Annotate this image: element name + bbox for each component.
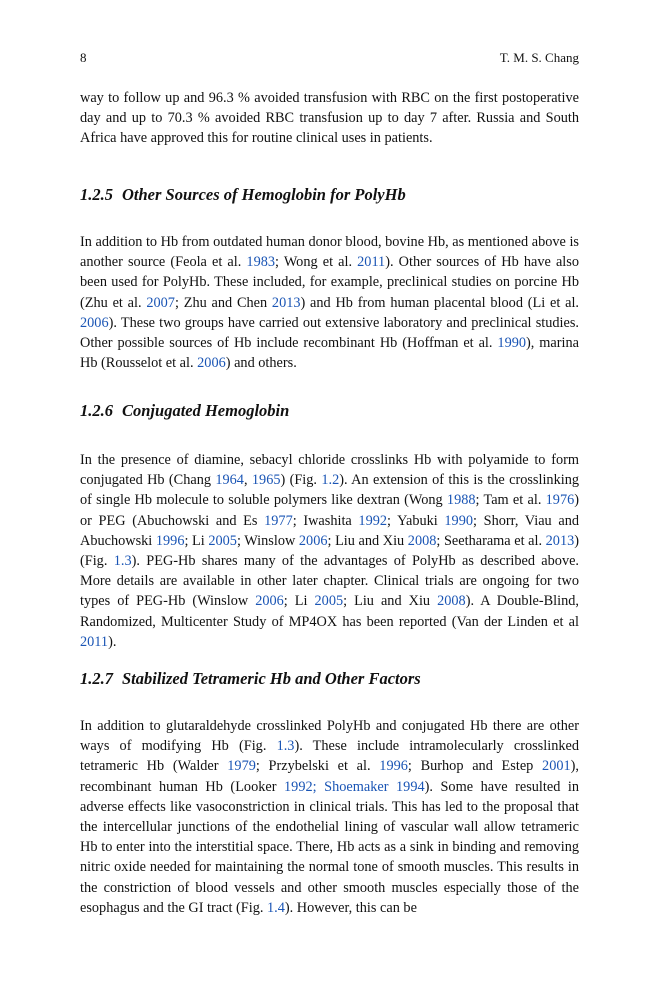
text-run: ) (Fig. <box>280 472 322 489</box>
text-run: ). Other sources of Hb have also been used for PolyHb. These included, for example, preclinical studies on porcine Hb (Zhu et al. <box>80 254 579 311</box>
citation-link[interactable]: 1990 <box>444 512 473 529</box>
text-run: ) or PEG (Abuchowski and Es <box>80 492 579 529</box>
citation-link[interactable]: 2006 <box>80 314 109 331</box>
text-run: ; Burhop and Estep <box>407 758 543 775</box>
text-run <box>317 779 325 795</box>
text-run: ) (Fig. <box>80 532 579 570</box>
citation-link[interactable]: 1.3 <box>113 553 132 570</box>
text-run: ). A Double-Blind, Randomized, Multicenter Study of MP4OX has been reported (Van der Linden et al <box>80 593 579 630</box>
text-run: ), marina Hb (Rousselot et al. <box>80 335 579 372</box>
text-run: ). PEG-Hb shares many of the advantages of PolyHb as described above. More details are available in other later chapter. Clinical trials are ongoing for two types of PEG-Hb (Winslow <box>80 553 580 610</box>
text-run: In addition to glutaraldehyde crosslinked PolyHb and conjugated Hb there are other ways of modifying Hb (Fig. <box>80 718 579 755</box>
citation-link[interactable]: 2005 <box>314 593 344 610</box>
citation-link[interactable]: 1979 <box>227 758 256 775</box>
text-run: ; Yabuki <box>387 512 445 529</box>
citation-link[interactable]: 1976 <box>545 492 575 509</box>
text-run: ; Liu and Xiu <box>327 532 408 549</box>
page-number: 8 <box>80 50 87 65</box>
citation-link[interactable]: 2011 <box>80 633 109 650</box>
text-run: ). An extension of this is the crosslinking of single Hb molecule to soluble polymers like dextran (Wong <box>80 472 580 509</box>
citation-link[interactable]: 1992 <box>358 512 388 529</box>
paragraph-1-2-6 <box>80 450 579 652</box>
citation-link[interactable]: 1994 <box>396 778 425 795</box>
text-run: ; Liu and Xiu <box>343 593 438 610</box>
citation-link[interactable]: 1977 <box>264 512 293 529</box>
section-title: Stabilized Tetrameric Hb and Other Factors <box>122 669 421 688</box>
text-run: ; Li <box>283 593 315 610</box>
section-heading-1-2-7 <box>80 668 579 690</box>
citation-link[interactable]: 1990 <box>497 335 527 352</box>
text-run <box>388 779 396 795</box>
text-run: ; Seetharama et al. <box>436 532 546 549</box>
citation-link[interactable]: 2011 <box>357 254 386 271</box>
section-number: 1.2.7 <box>80 669 113 688</box>
text-run: ; Winslow <box>236 532 299 549</box>
section-heading-1-2-6 <box>80 400 579 422</box>
citation-link[interactable]: 1.2 <box>321 472 340 489</box>
citation-link[interactable]: Shoemaker <box>324 778 389 795</box>
running-header <box>80 50 579 68</box>
citation-link[interactable]: 2001 <box>542 758 571 775</box>
citation-link[interactable]: 1964 <box>215 472 244 489</box>
citation-link[interactable]: 2006 <box>298 532 328 549</box>
text-run: ; Przybelski et al. <box>255 758 380 775</box>
paragraph-intro <box>80 88 579 149</box>
section-title: Conjugated Hemoglobin <box>122 401 290 420</box>
citation-link[interactable]: 2006 <box>197 355 226 372</box>
text-run: ; Zhu and Chen <box>174 294 272 311</box>
paragraph-1-2-7 <box>80 716 579 918</box>
text-run: ; Shorr, Viau and Abuchowski <box>80 512 579 549</box>
citation-link[interactable]: 2013 <box>545 532 575 549</box>
text-run: ) and others. <box>225 355 297 372</box>
text-run: In addition to Hb from outdated human donor blood, bovine Hb, as mentioned above is another source (Feola et al. <box>80 234 579 271</box>
text-run: ), recombinant human Hb (Looker <box>80 758 579 795</box>
text-run: , <box>243 472 252 489</box>
citation-link[interactable]: 1992; <box>284 778 317 795</box>
citation-link[interactable]: 2007 <box>146 294 175 311</box>
section-number: 1.2.6 <box>80 401 113 420</box>
section-title: Other Sources of Hemoglobin for PolyHb <box>122 185 406 204</box>
citation-link[interactable]: 1996 <box>155 532 185 549</box>
citation-link[interactable]: 1988 <box>446 492 476 509</box>
citation-link[interactable]: 2008 <box>407 532 437 549</box>
text-run: ). These two groups have carried out extensive laboratory and preclinical studies. Other possible sources of Hb include recombinant Hb (Hoffman et al. <box>80 314 579 352</box>
citation-link[interactable]: 1965 <box>251 472 281 489</box>
text-run: ; Iwashita <box>292 512 359 529</box>
citation-link[interactable]: 1996 <box>379 758 408 775</box>
citation-link[interactable]: 2005 <box>208 532 237 549</box>
text-run: ). Some have resulted in adverse effects like vasoconstriction in clinical trials. This has led to the proposal that the intercellular junctions of the endothelial lining of vascular wall allow tetrameric Hb to enter into the interstitial space. There, Hb acts as a sink in binding and removing nitric oxide needed for maintaining the normal tone of smooth muscles. This results in the constriction of blood vessels and other smooth muscles especially those of the esophagus and the GI tract (Fig. <box>80 778 580 916</box>
text-run: ) and Hb from human placental blood (Li et al. <box>300 294 579 311</box>
text-run: ). These include intramolecularly crosslinked tetrameric Hb (Walder <box>80 738 579 775</box>
text-run: ; Li <box>184 532 209 549</box>
citation-link[interactable]: 2008 <box>437 593 466 610</box>
citation-link[interactable]: 1.4 <box>267 899 285 916</box>
text-run: ). <box>108 633 117 650</box>
citation-link[interactable]: 1983 <box>246 254 276 271</box>
section-heading-1-2-5 <box>80 184 579 206</box>
text-run: way to follow up and 96.3 % avoided transfusion with RBC on the first postoperative day and up to 70.3 % avoided RBC transfusion up to day 7 after. Russia and South Africa have approved this for routine clinical uses in patients. <box>80 90 579 147</box>
citation-link[interactable]: 1.3 <box>276 738 295 755</box>
text-run: ; Wong et al. <box>275 254 358 271</box>
text-run: ; Tam et al. <box>475 492 546 509</box>
paragraph-1-2-5 <box>80 232 579 373</box>
text-run: ). However, this can be <box>284 899 417 916</box>
text-run: In the presence of diamine, sebacyl chloride crosslinks Hb with polyamide to form conjugated Hb (Chang <box>80 452 579 489</box>
section-number: 1.2.5 <box>80 185 113 204</box>
running-author: T. M. S. Chang <box>499 50 579 65</box>
citation-link[interactable]: 2006 <box>255 593 284 610</box>
citation-link[interactable]: 2013 <box>271 294 301 311</box>
